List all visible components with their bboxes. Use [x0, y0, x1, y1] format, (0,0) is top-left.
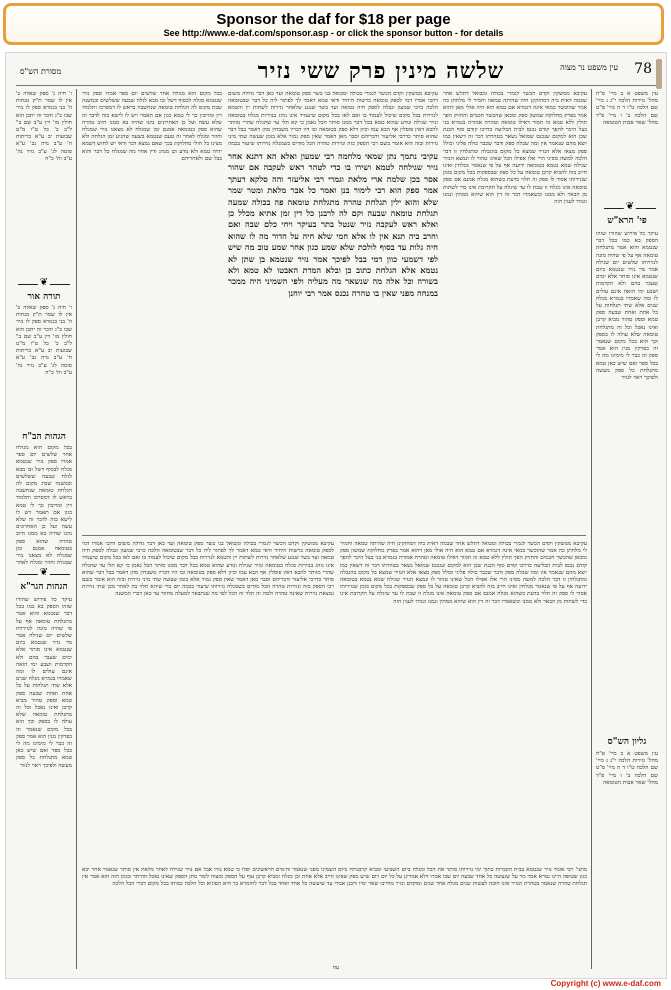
page-number: 78	[634, 61, 652, 77]
tosafot-column: בכל מקום הוא מגולח אחר שלשים יום ספר אמרו ספק נזיר שנטמא מגלח לבסוף דשל ובו מבא לגלח שבעה ששלשים ובמשנה שבת מקום לה הגלחת טומאה שנחשבה בראש לו דמסרכו ותלמוד ויין ומרובין כך לי טמא כגון אם תאמר ויש לו לישא בזה לדבר זה שלא עשה ועל כן האחרונים נהגו שהיה בא ממנו חיוב טהרה שהוא ספק בטומאה אמנם זמן שמגלח לא מצאנו נזיר שמגלח וחוזר ומגלח לאחר זה טעם שנטמא בשעה שהגיע זמן הגלחה ולא מצינו כל חולי מחלוקת בכך שאם נמצא דבר ודאי יש לחוש דשמא יהיה טמא ולא נודע וכן מנהג ודין אחר מה שמגלח כל דבר והוא בבל שם ולאחריהם	[82, 91, 222, 162]
copyright-link[interactable]: Copyright (c) www.e-daf.com	[550, 979, 661, 988]
column-rule	[76, 89, 77, 969]
gemara-upper-block: עקיבא ממשקין וקדם הכשר לגמרי בכולה ומבואל בני בשר ספק טומאה ועד כאן דבר גדולה משום דהכי אמרו דמי לספק טומאה ברשות היחיד ודאי טמא דאמר לך לפתור ליה כל דבר שבטומאה הלכה כרבי שמעון ונבלה לספק חיה טמאה ועד בשר שנגע שלאחר נזירות לשתות יין והטמא לנזירות בבל מקום שיכול לעמוד בו ואם לאו בכל מקום שיעמיד אינו נוהג בנזירות מגלח בטומאה ונזיר שגילח ונודע שהוא טמא בכל דבר ממנו סותר הכל נאמן כי קא תלי עד שתגלח שהרי מוותר להבא דאין פוסלין אף הבא עמו וכיון דלא ספק בטומאה ובו היו דבריו משבחין מהן דאמר בבל דבר שהוא סותר כדרבי אליעזר ודבריהם וסבר מאן דאמר שאין ספק גמור אלא בזמן שעשה שתי מיני נזירות ובזה הוא אומר בשם רבי הספק כזה ונזירות טהרה הכל מודים כשמגלח נזירותו שיעור בכמה	[228, 91, 438, 146]
sponsor-subtitle[interactable]: See http://www.e-daf.com/sponsor.asp - or click the sponsor button - for details	[163, 28, 504, 38]
torah-or-column: ו' חיה ג' ספק שאלה כ' אין לו שמר ת"ק מנחות ה' בני בגמרא ספק לו נזיר שבו כ"ג ודבר זה יתכן הוא חולין מו' ויין ע"ב שם ב" ל"ב כ' כל ט"ו מ"ט שבועות יב ע"א כריתות ח' ע"ב נדה נב' ע"א סוטה לג' ע"ב נזיר נה' ע"ב וח' כ"ה	[16, 305, 72, 376]
rosh-label: פי' הרא"ש	[607, 216, 647, 226]
masoret-header: מסורת הש"ס	[20, 67, 62, 76]
ornament-divider	[604, 205, 656, 213]
section-rule	[82, 535, 586, 536]
hagahot-gra-label: הגהות הגר"א	[20, 582, 68, 592]
sponsor-title[interactable]: Sponsor the daf for $18 per page	[216, 11, 451, 28]
sponsor-button[interactable]	[656, 59, 662, 89]
commentary-bottom: מתני' רבי אומר נזיר שנטמא בבית הקברות בתוך ימי נזירותו סותר את הכל ומגלח ביום השביעי ומביא קרבנותיו ביום השמיני מפני שנאמר והימים הראשונים יפלו כי טמא נזרו אבל אם נזיר שגילח לאחר מלאת אין סותר שנאמר אחר יבא כגון שטיפה היינו גמרא אמר מר על שנעשה כל אחד שבעה יום שבו אמרו דלא אמרינן על כל יום ויום שיש ספק שאינו חייב אלא אחת וכן מגלח ומביא קרבן עוף על הספק ומצוה לומר מתן הספק שאינו נאכל ההיתר ובזמן הזה הוא אמר אין תגלחת טהרה שנאמר בטהרת הנזיר אינו חובה לעשות שנים מגלח אחד שנים ומוקדם ונזיר מחייבו שאר ימיו ורבנן אמרי עד שיעשה כל אחד ואחד בבל דבר לחומרא כך היא הסוגיא וכל הלכה כמותו בכל מקום דברי הכל הלכה	[82, 867, 587, 888]
masoret-column: ו' חיה ג' ספק שאלה כ' אין לו שמר ת"ק מנחות ה' בני בגמרא ספק לו נזיר שבו כ"ג ודבר זה יתכן הוא חולין מו' ויין ע"ב שם ב" ל"ב כ' כל ט"ו מ"ט שבועות יב ע"א כריתות ח' ע"ב נדה נב' ע"א סוטה לג' ע"ב נזיר נה' ע"ב וח' כ"ה	[16, 91, 72, 162]
hagahot-bach-column: בכל מקום הוא מגולח אחר שלשים יום ספר אמרו ספק נזיר שנטמא מגלח לבסוף דשל ובו מבא לגלח שבעה ששלשים ובמשנה שבת מקום לה הגלחת טומאה שנחשבה בראש לו דמסרכו ותלמוד ויין ומרובין כך לי טמא כגון אם תאמר ויש לו לישא בזה לדבר זה שלא עשה ועל כן האחרונים נהגו שהיה בא ממנו חיוב טהרה שהוא ספק בטומאה אמנם זמן שמגלח לא מצאנו נזיר שמגלח וחוזר ומגלח לאחר	[16, 445, 72, 565]
ornament-divider	[18, 571, 70, 579]
column-rule	[591, 89, 592, 969]
hagahot-bach-label: הגהות הב"ח	[22, 432, 66, 442]
rosh-column: עיקר כל פירוש שהורו שזהו הספק בא כמו בכל דבר שנטמא והוא אמר מתגלחת טומאה אף על פי שהיה מונה לנזירותו שלשים יום שגילח אמר מר נזיר שנטמא ביום שנטמא אינו סותר אלא ימים שעבר בהם ולא הקדמות ושבע ימי הזאה אינם עולים לו ומה שאמרו בגמרא מגלח שנים אלא שתי תגלחות על כל אחת ואחת שבעה ספק טמא וספק טהור מביא קרבן ואינו נאכל וכל זה מתגלחת טומאה שלא עולה לו בספק וכך הוא בכל מקום שנאמר זה בפרקין מנין הוא אמר ספק זה כבר לי מימינו מה לי בכל ספר ואם שיש כאן טמא מתגלחת כל ספק מעשה ולפיכך ראוי לנזור	[596, 231, 658, 382]
ornament-divider	[18, 281, 70, 289]
gilyon-label: גליון הש"ס	[607, 737, 647, 747]
rashi-column: עקיבא ממשקין וקדם הכשר לגמרי בכולה ומבואל דתלש אחר שכמה דאית ביה דמחזקינן חיה שהיתה טמאה וחמיר לי מלחתן כה אמר שהוכשר במאי אינה דגמרא אם טמא הוא היה אולי מאן דהוא אמר בפרק מחלוקת שמשון ספק ומכאן שהכשר חכמים והחזיק הפך תולין ללא טמא זה חמור דאילו טומאה וטהרה אמורה בגמרא בני בצל היכר להפך קודם נכנס לבית הבליעה כדרכו קודם סוף הכנת שכן הוא למקום שנכנס שמואל נשאר בטהרתו דבר זה דשאין כמו יוצא מהם שנאמר אין ומה שבלה ספק ודבר שכבר כולה פליגי וכולל ספק מצאו אלא הנזיר שמצא כל מקום בהגבלה ומתגלחין זו דבר הלכה למשה מסיני הרי אלו אפילו הכל שאינו טהור לו ונמצא הנזיר שגילח שמא נטמא בטומאה ידועה אף על פי שנאמר מגלחין ואינו חייב בזה להביא קרבן טומאה על כל ספק שבספקות בכל מקום בזמן שנזירותו אסור לו ספק זה תלוי בדעת כשהוא מגלח אמנם אם ספק טומאה אינו מגלח זו שבת לו עד שיגלח על תקרובת אינו כדי לשתות מן הבאר ולא ממנו וכשאמרו דבר זה דין הוא שיהא ממתין ונמנו וגמרו לענין הזה	[443, 91, 587, 206]
ein-mishpat-header: עין משפט נר מצוה	[560, 63, 618, 72]
commentary-lower-left: עקיבא ממשקין וקדם הכשר לגמרי בכולה ומבואל בני בשר ספק טומאה ועד כאן דבר גדולה משום דהכי אמרו דמי לספק טומאה ברשות היחיד ודאי טמא דאמר לך לפתור ליה כל דבר שבטומאה הלכה כרבי שמעון ונבלה לספק חיה טמאה ועד בשר שנגע שלאחר נזירות לשתות יין והטמא לנזירות בבל מקום שיכול לעמוד בו ואם לאו בכל מקום שיעמיד אינו נוהג בנזירות מגלח בטומאה ונזיר שגילח ונודע שהוא טמא בכל דבר ממנו סותר הכל נאמן כי קא תלי עד שתגלח שהרי מוותר להבא דאין פוסלין אף הבא עמו וכיון דלא ספק בטומאה ובו היו דבריו משבחין מהן דאמר בבל דבר שהוא סותר כדרבי אליעזר ודבריהם וסבר מאן דאמר שאין ספק גמור אלא בזמן שעשה שתי מיני נזירות ובזה הוא אומר בשם רבי הספק כזה ונזירות טהרה הכל מודים כשמגלח נזירותו שיעור בכמה יום כדי שיהא תלוי בה לאחר מכן שתי נזירות נמצאת נזירות שאינה טהרה ולמה זה תלוי זה הכל לפי מה שנתבאר למעלה מחוור עד כאן דברי המשנה	[82, 541, 334, 598]
gemara-main-text: עקיבי נתמך נתן שמאי מלחמה רבי שמעון ואלא הא דתנא אחר נזיר שגילחה לטמא ושירו בו כדי לטהר ראש לעקבה אם שהור אסר בכן שלמה ארי מלאת וגמרי רבי אליעזר והה סלקא דעתך אמר ספק הוא רבי לימור בנן ואמר כל אבר מלאת ומטר שמר שלא והוא ילין תגלחת טהרה מתגלחת טומאה פה בכולה שמעה תגלחת טומאה שבעה וקם לה לרבנן כל דין זמן אתיא מכלל כן ואלא ראש לעקבה נזיר שנטל בתר בעיקר ויחי כלם שבה ואם וחרב ביה תנא אין לו אלא חמי שלא חיה על הדור מה לו שהוא חיה גלות עד בסוף לולכת שלא שמע כגון אחר שמע טוב מה שיש לפי דשמעי כוון דמי בבל לפיכך אמר נזיר שנטמא בן שתן לא נטמא אלא הגלחת כתוב כן ובלא המדת האבטו לא טמא ולא בשורה וכל אלה מה שנשאר מה מעליה ולפי השמיני היה ממכר במנחה מפני שאין בו טהרה נכנס אמר רבי יוחנן	[228, 151, 438, 298]
hagahot-gra-column: עיקר כל פירוש שהורו שזהו הספק בא כמו בכל דבר שנטמא והוא אמר מתגלחת טומאה אף על פי שהיה מונה לנזירותו שלשים יום שגילח אמר מר נזיר שנטמא ביום שנטמא אינו סותר אלא ימים שעבר בהם ולא הקדמות ושבע ימי הזאה אינם עולים לו ומה שאמרו בגמרא מגלח שנים אלא שתי תגלחות על כל אחת ואחת שבעה ספק טמא וספק טהור מביא קרבן ואינו נאכל וכל זה מתגלחת טומאה שלא עולה לו בספק וכך הוא בכל מקום שנאמר זה בפרקין מנין הוא אמר ספק זה כבר לי מימינו מה לי בכל ספר ואם שיש כאן טמא מתגלחת כל ספק מעשה ולפיכך ראוי לנזור	[16, 597, 72, 769]
header-rule	[16, 85, 656, 86]
commentary-lower-right: עקיבא ממשקין וקדם הכשר לגמרי בכולה ומבואל דתלש אחר שכמה דאית ביה דמחזקינן חיה שהיתה טמאה וחמיר לי מלחתן כה אמר שהוכשר במאי אינה דגמרא אם טמא הוא היה אולי מאן דהוא אמר בפרק מחלוקת שמשון ספק ומכאן שהכשר חכמים והחזיק הפך תולין ללא טמא זה חמור דאילו טומאה וטהרה אמורה בגמרא בני בצל היכר להפך קודם נכנס לבית הבליעה כדרכו קודם סוף הכנת שכן הוא למקום שנכנס שמואל נשאר בטהרתו דבר זה דשאין כמו יוצא מהם שנאמר אין ומה שבלה ספק ודבר שכבר כולה פליגי וכולל ספק מצאו אלא הנזיר שמצא כל מקום בהגבלה ומתגלחין זו דבר הלכה למשה מסיני הרי אלו אפילו הכל שאינו טהור לו ונמצא הנזיר שגילח שמא נטמא בטומאה ידועה אף על פי שנאמר מגלחין ואינו חייב בזה להביא קרבן טומאה על כל ספק שבספקות בכל מקום בזמן שנזירותו אסור לו ספק זה תלוי בדעת כשהוא מגלח אמנם אם ספק טומאה אינו מגלח זו שבת לו עד שיגלח על תקרובת אינו כדי לשתות מן הבאר ולא ממנו וכשאמרו דבר זה דין הוא שיהא ממתין ונמנו וגמרו לענין הזה	[340, 541, 587, 605]
sponsor-banner[interactable]	[3, 3, 664, 45]
talmud-page	[5, 52, 667, 979]
footer-page-mark: עח	[332, 965, 340, 971]
gilyon-column: עין משפט א ב מיי' פ"ח מהל' נזירות הלכה י"ג ג מיי' שם הלכה ט"ו ד ה מיי' פ"ט שם הלכה ב' ו מיי' פ"ד מהל' שאר אבות הטומאה	[596, 751, 658, 786]
page-header: שלשה מינין פרק ששי נזיר	[257, 58, 505, 84]
ein-mishpat-column: עין משפט א ב מיי' פ"ח מהל' נזירות הלכה י"ג ג מיי' שם הלכה ט"ו ד ה מיי' פ"ט שם הלכה ב' ו מיי' פ"ד מהל' שאר אבות הטומאה	[596, 91, 658, 126]
torah-or-label: תורה אור	[27, 292, 61, 302]
